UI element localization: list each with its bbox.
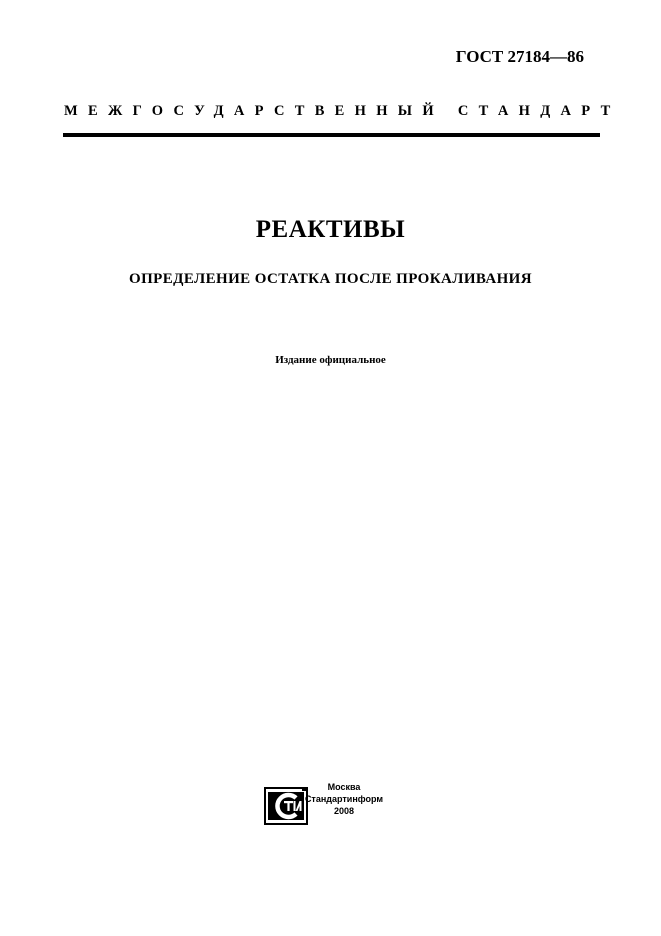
document-subtitle: ОПРЕДЕЛЕНИЕ ОСТАТКА ПОСЛЕ ПРОКАЛИВАНИЯ [129, 271, 532, 287]
publisher-block [294, 781, 394, 817]
publisher-city: Москва [327, 782, 361, 792]
standard-banner: МЕЖГОСУДАРСТВЕННЫЙ СТАНДАРТ [64, 103, 621, 119]
header-rule [63, 133, 600, 137]
document-title: РЕАКТИВЫ [255, 216, 406, 243]
edition-note: Издание официальное [275, 354, 386, 366]
document-number: ГОСТ 27184—86 [455, 47, 584, 66]
publication-year: 2008 [333, 806, 355, 816]
publisher-name: Стандартинформ [304, 794, 384, 804]
